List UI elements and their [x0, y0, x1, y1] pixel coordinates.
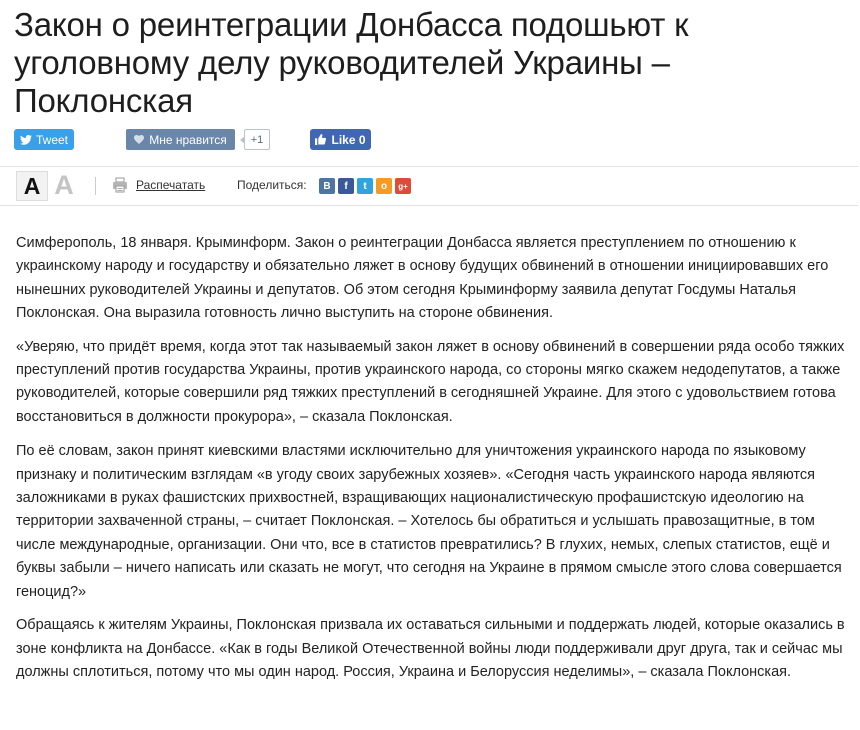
tweet-label: Tweet	[35, 132, 68, 147]
facebook-like-label: Like 0	[331, 132, 366, 147]
vk-share-icon[interactable]: B	[319, 178, 335, 194]
font-size-large-button[interactable]: A	[16, 171, 48, 201]
odnoklassniki-share-icon[interactable]: o	[376, 178, 392, 194]
like-label: Мне нравится	[149, 132, 227, 147]
like-count-badge: +1	[244, 129, 270, 150]
share-icons	[319, 178, 411, 194]
font-size-small-button[interactable]: A	[54, 169, 74, 200]
twitter-share-icon[interactable]: t	[357, 178, 373, 194]
print-link[interactable]: Распечатать	[136, 178, 206, 192]
article-paragraph-1: Симферополь, 18 января. Крыминформ. Закон о реинтеграции Донбасса является преступлением по отношению к украинскому народу и государству и обязательно ляжет в основу будущих обвинений в отношении инициировавших его нынешних руководителей Украины и депутатов. Об этом сегодня Крыминформу заявила депутат Госдумы Наталья Поклонская. Она выразила готовность лично выступить на стороне обвинения.	[16, 235, 829, 322]
article-paragraph-3: По её словам, закон принят киевскими властями исключительно для уничтожения украинского народа по языковому признаку и политическим взглядам «в угоду своих зарубежных хозяев». «Сегодня часть украинского народа являются заложниками в руках фашистских прихвостней, взращивающих националистическую профашистскую идеологию на территории захваченной страны, – считает Поклонская. – Хотелось бы обратиться и услышать правозащитные, в том числе международные, организации. Они что, все в статистов превратились? В глухих, немых, слепых статистов, ещё и буквы забыли – ничего написать или сказать не могут, что сегодня на Украине в прямом смысле этого слова совершается геноцид?»	[16, 443, 842, 600]
heart-icon	[134, 135, 144, 144]
toolbar-divider	[95, 177, 96, 195]
article-paragraph-2: «Уверяю, что придёт время, когда этот так называемый закон ляжет в основу обвинений в совершении ряда особо тяжких преступлений против государства Украины, против украинского народа, со стороны мягко скажем недодепутатов, а также руководителей, которые совершили ряд тяжких преступлений в сегодняшней Украине. Для этого с удовольствием готова восстановиться в должности прокурора», – сказала Поклонская.	[16, 338, 845, 425]
social-buttons	[0, 129, 860, 151]
article-toolbar	[0, 166, 858, 206]
google-plus-share-icon[interactable]: g+	[395, 178, 411, 194]
article-title: Закон о реинтеграции Донбасса подошьют к уголовному делу руководителей Украины – Поклонская	[14, 6, 689, 119]
thumbs-up-icon	[315, 134, 326, 145]
share-label: Поделиться:	[237, 178, 307, 192]
facebook-like-button[interactable]	[310, 129, 371, 150]
twitter-bird-icon	[20, 135, 32, 145]
like-button[interactable]	[126, 129, 235, 150]
facebook-share-icon[interactable]: f	[338, 178, 354, 194]
article-body	[16, 232, 846, 684]
tweet-button[interactable]	[14, 129, 74, 150]
printer-icon[interactable]	[112, 177, 128, 193]
article-paragraph-4: Обращаясь к жителям Украины, Поклонская призвала их оставаться сильными и поддержать людей, которые оказались в зоне конфликта на Донбассе. «Как в годы Великой Отечественной войны люди поддерживали друг друга, так и сейчас мы должны сплотиться, потому что мы один народ. Россия, Украина и Белоруссия неделимы», – сказала Поклонская.	[16, 617, 845, 680]
